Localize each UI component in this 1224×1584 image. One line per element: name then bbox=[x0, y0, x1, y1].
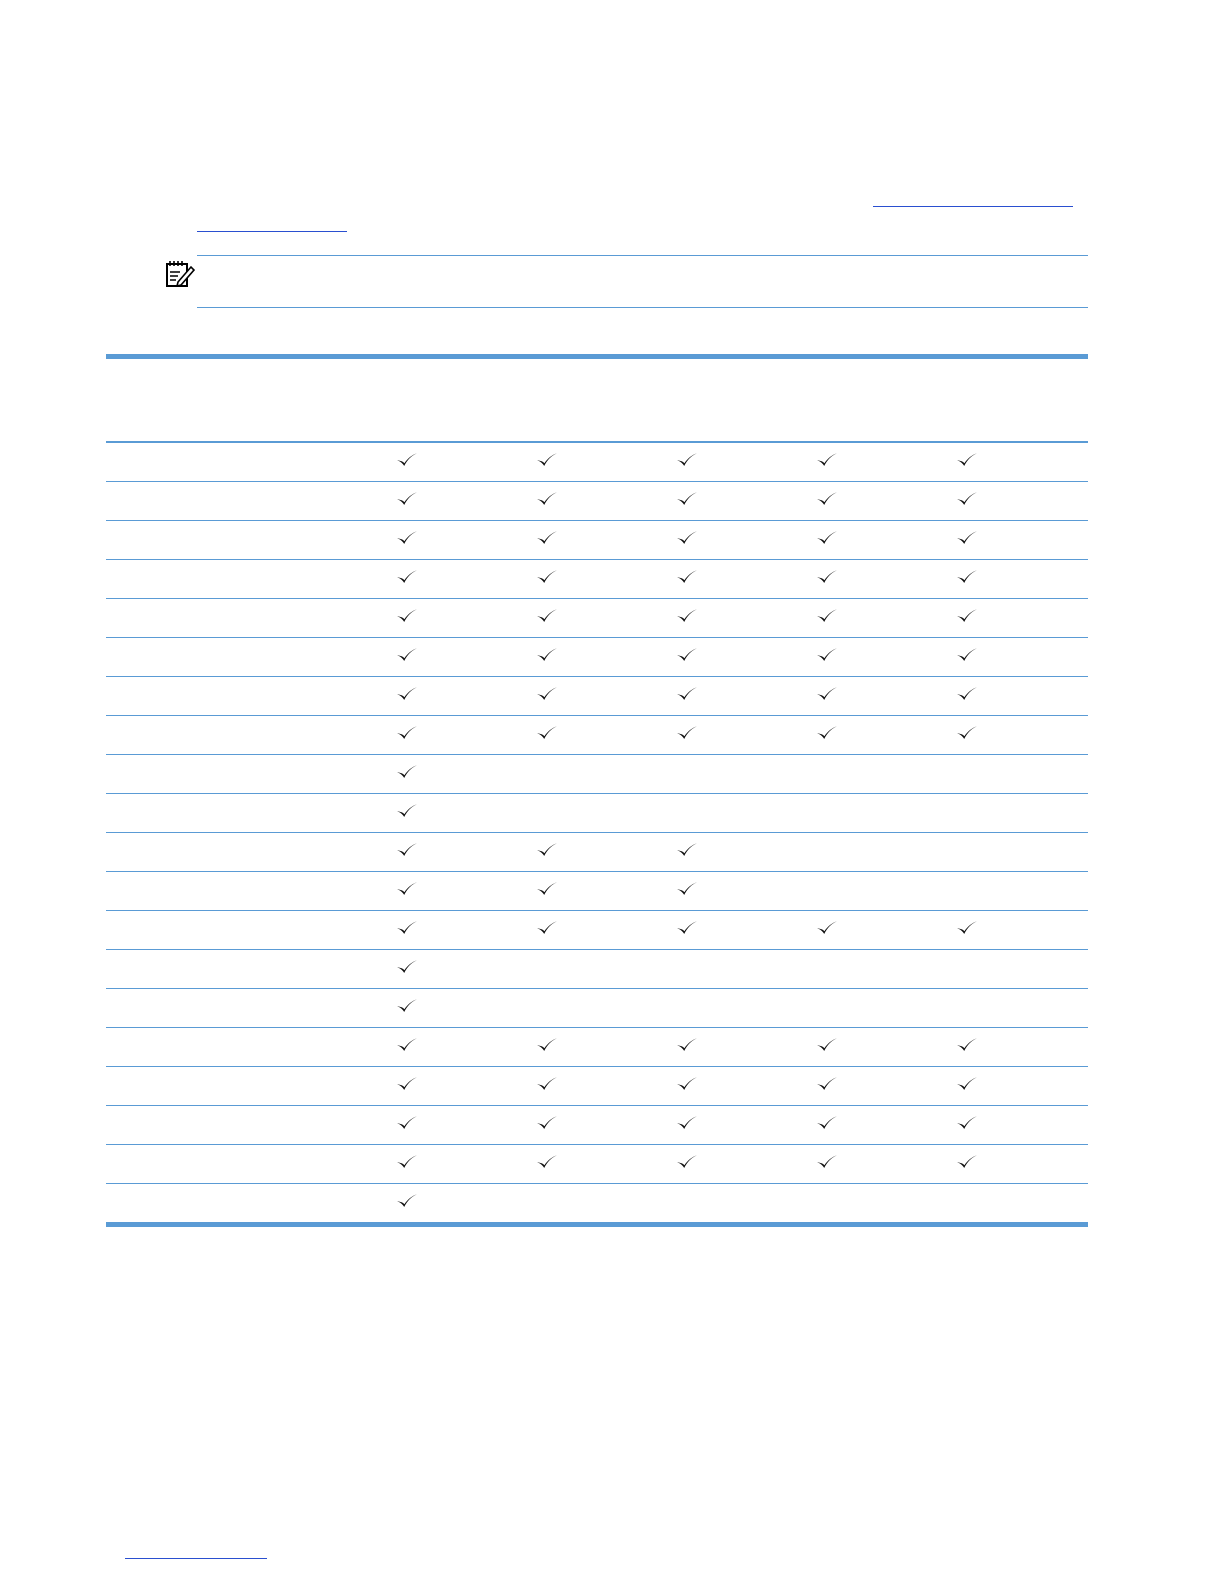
check-icon bbox=[956, 608, 978, 629]
table-cell bbox=[667, 482, 707, 520]
check-icon bbox=[956, 452, 978, 473]
table-cell bbox=[807, 872, 847, 910]
check-icon bbox=[396, 686, 418, 707]
check-icon bbox=[396, 725, 418, 746]
table-cell bbox=[387, 755, 427, 793]
check-icon bbox=[396, 530, 418, 551]
table-cell bbox=[527, 1106, 567, 1144]
table-cell bbox=[947, 989, 987, 1027]
table-cell bbox=[387, 1028, 427, 1066]
check-icon bbox=[396, 647, 418, 668]
table-cell bbox=[667, 989, 707, 1027]
table-cell bbox=[527, 1184, 567, 1222]
table-cell bbox=[947, 755, 987, 793]
table-cell bbox=[387, 599, 427, 637]
check-icon bbox=[536, 881, 558, 902]
table-row bbox=[106, 716, 1088, 755]
table-cell bbox=[807, 794, 847, 832]
check-icon bbox=[536, 1076, 558, 1097]
check-icon bbox=[956, 530, 978, 551]
table-cell bbox=[807, 911, 847, 949]
table-cell bbox=[667, 716, 707, 754]
table-cell bbox=[667, 911, 707, 949]
table-header bbox=[106, 359, 1088, 443]
table-cell bbox=[527, 1028, 567, 1066]
check-icon bbox=[816, 725, 838, 746]
check-icon bbox=[676, 530, 698, 551]
check-icon bbox=[396, 764, 418, 785]
table-cell bbox=[667, 872, 707, 910]
check-icon bbox=[396, 842, 418, 863]
table-row bbox=[106, 950, 1088, 989]
table-row bbox=[106, 677, 1088, 716]
check-icon bbox=[676, 1076, 698, 1097]
check-icon bbox=[396, 1154, 418, 1175]
table-cell bbox=[947, 872, 987, 910]
table-cell bbox=[527, 833, 567, 871]
table-row bbox=[106, 911, 1088, 950]
table-cell bbox=[807, 1184, 847, 1222]
table-cell bbox=[387, 989, 427, 1027]
table-row bbox=[106, 1145, 1088, 1184]
table-cell bbox=[387, 1106, 427, 1144]
table-cell bbox=[947, 1145, 987, 1183]
check-icon bbox=[816, 686, 838, 707]
check-icon bbox=[816, 491, 838, 512]
table-cell bbox=[947, 1067, 987, 1105]
table-cell bbox=[387, 482, 427, 520]
check-icon bbox=[396, 1037, 418, 1058]
table-row bbox=[106, 599, 1088, 638]
table-cell bbox=[527, 677, 567, 715]
table-cell bbox=[807, 482, 847, 520]
table-row bbox=[106, 1028, 1088, 1067]
table-row bbox=[106, 638, 1088, 677]
table-row bbox=[106, 482, 1088, 521]
table-bottom-border bbox=[106, 1222, 1088, 1227]
table-cell bbox=[667, 521, 707, 559]
check-icon bbox=[396, 920, 418, 941]
table-cell bbox=[667, 1145, 707, 1183]
table-cell bbox=[527, 443, 567, 481]
table-cell bbox=[527, 755, 567, 793]
table-cell bbox=[947, 599, 987, 637]
table-cell bbox=[527, 794, 567, 832]
table-row bbox=[106, 1106, 1088, 1145]
check-icon bbox=[956, 1154, 978, 1175]
check-icon bbox=[536, 920, 558, 941]
check-icon bbox=[536, 725, 558, 746]
table-cell bbox=[807, 1106, 847, 1144]
table-cell bbox=[527, 872, 567, 910]
table-cell bbox=[527, 1067, 567, 1105]
check-icon bbox=[536, 1154, 558, 1175]
table-cell bbox=[387, 560, 427, 598]
table-cell bbox=[947, 950, 987, 988]
link-underline-2[interactable] bbox=[197, 231, 347, 232]
check-icon bbox=[536, 686, 558, 707]
check-icon bbox=[676, 569, 698, 590]
check-icon bbox=[396, 608, 418, 629]
table-cell bbox=[667, 638, 707, 676]
table-cell bbox=[527, 716, 567, 754]
check-icon bbox=[956, 1115, 978, 1136]
table-cell bbox=[947, 443, 987, 481]
table-cell bbox=[807, 833, 847, 871]
table-row bbox=[106, 560, 1088, 599]
check-icon bbox=[676, 686, 698, 707]
table-cell bbox=[947, 794, 987, 832]
table-cell bbox=[667, 677, 707, 715]
note-icon bbox=[164, 258, 196, 290]
check-icon bbox=[956, 686, 978, 707]
table-cell bbox=[527, 560, 567, 598]
table-cell bbox=[807, 1145, 847, 1183]
check-icon bbox=[396, 881, 418, 902]
table-cell bbox=[387, 716, 427, 754]
table-cell bbox=[667, 755, 707, 793]
check-icon bbox=[816, 1037, 838, 1058]
table-row bbox=[106, 443, 1088, 482]
table-cell bbox=[807, 560, 847, 598]
table-body bbox=[106, 443, 1088, 1222]
table-cell bbox=[387, 443, 427, 481]
table-row bbox=[106, 872, 1088, 911]
table-cell bbox=[387, 833, 427, 871]
table-cell bbox=[807, 521, 847, 559]
table-cell bbox=[527, 521, 567, 559]
table-cell bbox=[527, 638, 567, 676]
table-cell bbox=[667, 1028, 707, 1066]
table-cell bbox=[387, 872, 427, 910]
table-cell bbox=[527, 911, 567, 949]
table-cell bbox=[387, 1145, 427, 1183]
check-icon bbox=[816, 1154, 838, 1175]
check-icon bbox=[396, 803, 418, 824]
check-icon bbox=[956, 725, 978, 746]
check-icon bbox=[816, 920, 838, 941]
table-cell bbox=[947, 1184, 987, 1222]
check-icon bbox=[396, 452, 418, 473]
check-icon bbox=[676, 491, 698, 512]
table-cell bbox=[667, 794, 707, 832]
check-icon bbox=[536, 452, 558, 473]
check-icon bbox=[536, 530, 558, 551]
table-row bbox=[106, 1067, 1088, 1106]
table-cell bbox=[667, 599, 707, 637]
table-row bbox=[106, 989, 1088, 1028]
table-cell bbox=[387, 950, 427, 988]
check-icon bbox=[676, 1115, 698, 1136]
table-row bbox=[106, 521, 1088, 560]
table-cell bbox=[667, 560, 707, 598]
check-icon bbox=[816, 1115, 838, 1136]
footer-link-underline[interactable] bbox=[125, 1558, 267, 1559]
check-icon bbox=[676, 725, 698, 746]
check-icon bbox=[536, 1115, 558, 1136]
table-cell bbox=[947, 1106, 987, 1144]
check-icon bbox=[676, 647, 698, 668]
check-icon bbox=[676, 452, 698, 473]
table-cell bbox=[667, 1106, 707, 1144]
link-underline-1[interactable] bbox=[873, 206, 1073, 207]
table-cell bbox=[387, 638, 427, 676]
table-cell bbox=[947, 482, 987, 520]
table-cell bbox=[527, 950, 567, 988]
table-cell bbox=[947, 677, 987, 715]
table-cell bbox=[807, 638, 847, 676]
table-cell bbox=[527, 989, 567, 1027]
note-bottom-rule bbox=[197, 307, 1088, 308]
check-icon bbox=[396, 1115, 418, 1136]
check-icon bbox=[536, 491, 558, 512]
table-cell bbox=[387, 1184, 427, 1222]
check-icon bbox=[676, 881, 698, 902]
check-icon bbox=[956, 920, 978, 941]
check-icon bbox=[396, 998, 418, 1019]
table-cell bbox=[807, 599, 847, 637]
table-cell bbox=[807, 950, 847, 988]
table-cell bbox=[807, 1067, 847, 1105]
check-icon bbox=[956, 1037, 978, 1058]
table-cell bbox=[807, 755, 847, 793]
table-cell bbox=[667, 833, 707, 871]
table-cell bbox=[807, 989, 847, 1027]
table-cell bbox=[947, 911, 987, 949]
check-icon bbox=[676, 920, 698, 941]
check-icon bbox=[956, 1076, 978, 1097]
table-cell bbox=[947, 521, 987, 559]
table-cell bbox=[947, 833, 987, 871]
check-icon bbox=[536, 1037, 558, 1058]
check-icon bbox=[676, 842, 698, 863]
table-cell bbox=[947, 638, 987, 676]
table-row bbox=[106, 1184, 1088, 1222]
table-cell bbox=[667, 443, 707, 481]
check-icon bbox=[816, 647, 838, 668]
table-cell bbox=[527, 599, 567, 637]
table-cell bbox=[387, 794, 427, 832]
note-top-rule bbox=[197, 255, 1088, 256]
check-icon bbox=[676, 608, 698, 629]
check-icon bbox=[816, 1076, 838, 1097]
table-cell bbox=[667, 1184, 707, 1222]
table-cell bbox=[387, 677, 427, 715]
table-cell bbox=[387, 1067, 427, 1105]
check-icon bbox=[396, 569, 418, 590]
table-cell bbox=[947, 560, 987, 598]
table-cell bbox=[387, 521, 427, 559]
table-cell bbox=[387, 911, 427, 949]
table-cell bbox=[947, 1028, 987, 1066]
check-icon bbox=[396, 1076, 418, 1097]
check-icon bbox=[816, 608, 838, 629]
table-cell bbox=[667, 950, 707, 988]
check-icon bbox=[536, 608, 558, 629]
check-icon bbox=[676, 1037, 698, 1058]
check-icon bbox=[816, 530, 838, 551]
table-cell bbox=[807, 1028, 847, 1066]
check-icon bbox=[956, 569, 978, 590]
check-icon bbox=[396, 491, 418, 512]
check-icon bbox=[676, 1154, 698, 1175]
check-icon bbox=[396, 959, 418, 980]
support-table bbox=[106, 354, 1088, 1227]
table-row bbox=[106, 833, 1088, 872]
table-cell bbox=[667, 1067, 707, 1105]
table-cell bbox=[527, 1145, 567, 1183]
check-icon bbox=[396, 1193, 418, 1214]
table-row bbox=[106, 794, 1088, 833]
check-icon bbox=[536, 569, 558, 590]
table-cell bbox=[807, 677, 847, 715]
check-icon bbox=[956, 647, 978, 668]
table-cell bbox=[947, 716, 987, 754]
check-icon bbox=[536, 842, 558, 863]
table-cell bbox=[807, 716, 847, 754]
check-icon bbox=[956, 491, 978, 512]
check-icon bbox=[816, 452, 838, 473]
table-cell bbox=[527, 482, 567, 520]
table-cell bbox=[807, 443, 847, 481]
table-row bbox=[106, 755, 1088, 794]
check-icon bbox=[536, 647, 558, 668]
check-icon bbox=[816, 569, 838, 590]
